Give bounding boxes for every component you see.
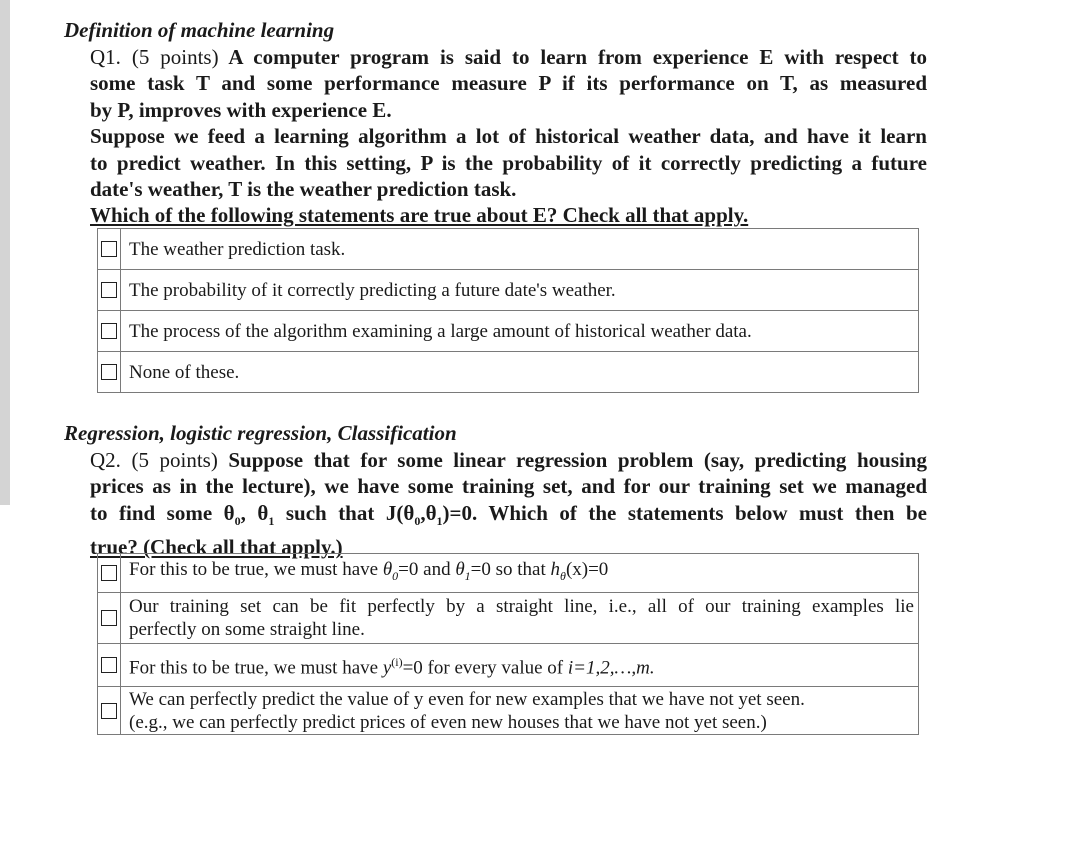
left-margin-bar: [0, 0, 10, 505]
q1-option-4-label: None of these.: [121, 352, 919, 393]
q2-option-4-label: We can perfectly predict the value of y even for new examples that we have not yet seen. (e.g., we can perfectly predict prices of even new houses that we have not yet seen.): [121, 687, 919, 735]
q1-options-table: [97, 228, 919, 393]
checkbox-q1-option-4[interactable]: [101, 364, 117, 380]
q1-option-row[interactable]: [98, 229, 919, 270]
q2-option-row[interactable]: [98, 644, 919, 687]
q2-option-row[interactable]: [98, 593, 919, 644]
q1-option-1-label: The weather prediction task.: [121, 229, 919, 270]
q2-option-2-label: Our training set can be fit perfectly by a straight line, i.e., all of our training examples lie perfectly on some straight line.: [121, 593, 919, 644]
q1-line-6: date's weather, T is the weather prediction task.: [90, 177, 517, 202]
q1-option-row[interactable]: [98, 311, 919, 352]
q1-instruction: Which of the following statements are true about E? Check all that apply.: [90, 203, 749, 228]
checkbox-q2-option-4[interactable]: [101, 703, 117, 719]
q1-number: Q1. (5 points): [90, 45, 219, 69]
question-1: [90, 44, 927, 229]
checkbox-q2-option-2[interactable]: [101, 610, 117, 626]
q2-option-3-label: For this to be true, we must have $y^{(i)}=0$ for every value of i=1,2,…,m.: [121, 644, 919, 687]
q2-instruction: true? (Check all that apply.): [90, 535, 343, 560]
q2-line-3: to find some $\theta_0$, $\theta_1$ such that $J(\theta_0,\theta_1)=0$. Which of the statements below must then be: [90, 500, 927, 528]
q2-option-1-label: For this to be true, we must have $\theta_0=0$ and $\theta_1=0$ so that $h_\theta(x)=0$: [121, 554, 919, 593]
checkbox-q1-option-3[interactable]: [101, 323, 117, 339]
section-title-definition: Definition of machine learning: [64, 18, 335, 42]
q1-line-3: by P, improves with experience E.: [90, 97, 392, 122]
checkbox-q2-option-3[interactable]: [101, 657, 117, 673]
q1-line-1: Q1. (5 points) A computer program is said to learn from experience E with respect to: [90, 45, 927, 69]
checkbox-q1-option-1[interactable]: [101, 241, 117, 257]
q2-line-2: prices as in the lecture), we have some training set, and for our training set we managed: [90, 474, 927, 499]
q1-option-2-label: The probability of it correctly predicting a future date's weather.: [121, 270, 919, 311]
q2-line-1: Q2. (5 points) Suppose that for some linear regression problem (say, predicting housing: [90, 448, 928, 472]
q2-option-row[interactable]: [98, 554, 919, 593]
q1-option-row[interactable]: [98, 270, 919, 311]
q1-line-2: some task T and some performance measure P if its performance on T, as measured: [90, 71, 927, 96]
question-2: [90, 447, 927, 561]
q2-option-row[interactable]: [98, 687, 919, 735]
checkbox-q1-option-2[interactable]: [101, 282, 117, 298]
checkbox-q2-option-1[interactable]: [101, 565, 117, 581]
q2-options-table: [97, 553, 919, 735]
q1-option-row[interactable]: [98, 352, 919, 393]
section-title-regression: Regression, logistic regression, Classification: [64, 421, 457, 445]
q1-option-3-label: The process of the algorithm examining a large amount of historical weather data.: [121, 311, 919, 352]
q1-line-5: to predict weather. In this setting, P is the probability of it correctly predicting a future: [90, 150, 927, 175]
q1-line-4: Suppose we feed a learning algorithm a lot of historical weather data, and have it learn: [90, 124, 927, 149]
q2-number: Q2. (5 points): [90, 448, 218, 472]
